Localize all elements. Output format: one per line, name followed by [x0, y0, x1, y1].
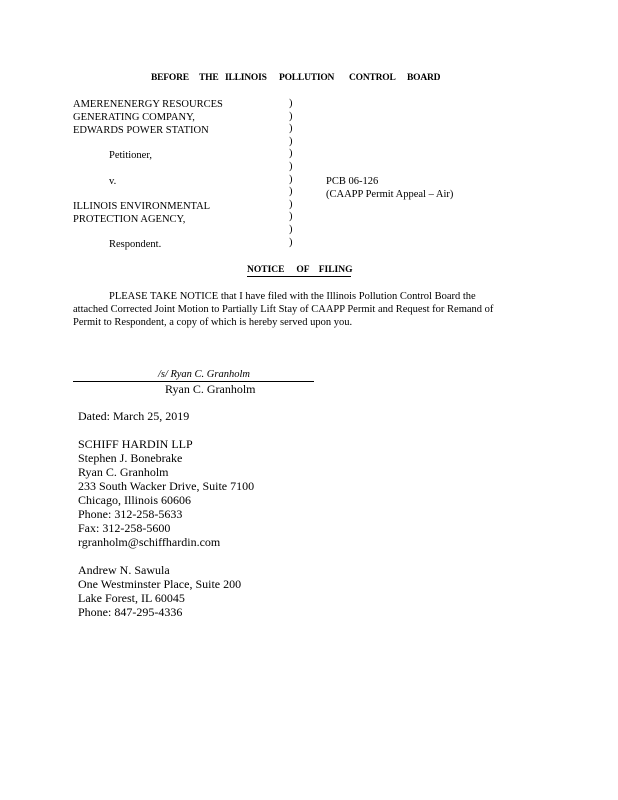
firm-fax: Fax: 312-258-5600 — [78, 521, 171, 535]
heading-word-the: THE — [199, 73, 219, 83]
caption-paren: ) — [289, 198, 293, 210]
caption-paren: ) — [289, 236, 293, 248]
firm-name: SCHIFF HARDIN LLP — [78, 437, 193, 451]
caption-paren: ) — [289, 211, 293, 223]
body-line-1: PLEASE TAKE NOTICE that I have filed with the Illinois Pollution Control Board the — [109, 291, 476, 302]
caption-paren: ) — [289, 110, 293, 122]
notice-of-filing-title: NOTICE OF FILING — [247, 265, 353, 275]
signer-name: Ryan C. Granholm — [165, 382, 256, 396]
caption-paren: ) — [289, 98, 293, 109]
versus: v. — [109, 176, 117, 187]
notice-title-underline — [247, 276, 351, 277]
petitioner-line-1: AMERENENERGY RESOURCES — [73, 99, 223, 110]
petitioner-label: Petitioner, — [109, 150, 153, 161]
caption-paren: ) — [289, 173, 293, 185]
petitioner-line-2: GENERATING COMPANY, — [73, 112, 195, 123]
caption-paren: ) — [289, 161, 293, 172]
caption-paren: ) — [289, 148, 293, 160]
firm-attorney-1: Stephen J. Bonebrake — [78, 451, 183, 465]
heading-word-before: BEFORE — [151, 73, 189, 83]
second-phone: Phone: 847-295-4336 — [78, 605, 183, 619]
respondent-line-2: PROTECTION AGENCY, — [73, 214, 186, 225]
firm-phone: Phone: 312-258-5633 — [78, 507, 183, 521]
heading-word-control: CONTROL — [349, 73, 396, 83]
firm-attorney-2: Ryan C. Granholm — [78, 465, 169, 479]
case-number: PCB 06-126 — [326, 176, 379, 187]
petitioner-line-3: EDWARDS POWER STATION — [73, 125, 209, 136]
respondent-label: Respondent. — [109, 239, 162, 250]
body-line-2: attached Corrected Joint Motion to Partially Lift Stay of CAAPP Permit and Request for Remand of — [73, 304, 494, 315]
second-address-city: Lake Forest, IL 60045 — [78, 591, 185, 605]
heading-word-pollution: POLLUTION — [279, 73, 335, 83]
caption-paren: ) — [289, 224, 293, 235]
caption-paren: ) — [289, 123, 293, 135]
electronic-signature: /s/ Ryan C. Granholm — [158, 369, 250, 380]
dated-line: Dated: March 25, 2019 — [78, 409, 190, 423]
case-type: (CAAPP Permit Appeal – Air) — [326, 189, 454, 200]
firm-address-city: Chicago, Illinois 60606 — [78, 493, 191, 507]
firm-address-street: 233 South Wacker Drive, Suite 7100 — [78, 479, 255, 493]
body-line-3: Permit to Respondent, a copy of which is hereby served upon you. — [73, 317, 353, 328]
heading-word-board: BOARD — [407, 73, 441, 83]
heading-word-illinois: ILLINOIS — [225, 73, 267, 83]
caption-paren: ) — [289, 135, 293, 147]
second-attorney-name: Andrew N. Sawula — [78, 563, 170, 577]
caption-paren: ) — [289, 186, 293, 198]
firm-email: rgranholm@schiffhardin.com — [78, 535, 221, 549]
second-address-street: One Westminster Place, Suite 200 — [78, 577, 242, 591]
respondent-line-1: ILLINOIS ENVIRONMENTAL — [73, 201, 211, 212]
